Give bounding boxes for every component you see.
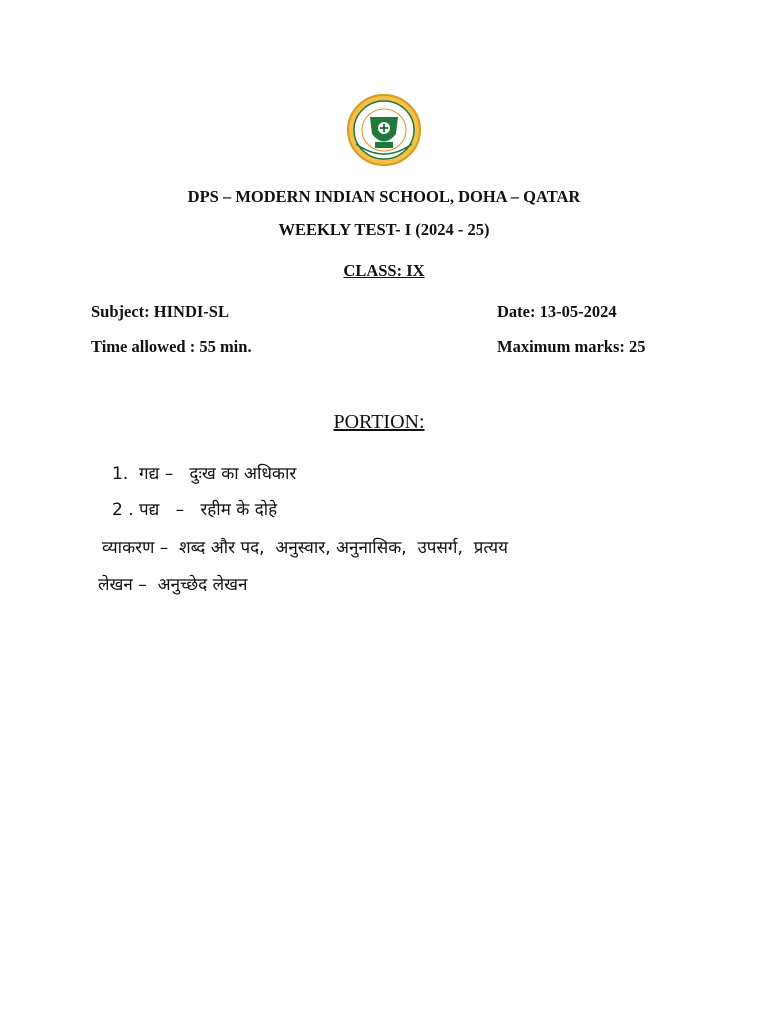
portion-title: PORTION: (333, 411, 425, 433)
portion-item-grammar: व्याकरण – शब्द और पद, अनुस्वार, अनुनासिक, उपसर्ग, प्रत्यय (102, 538, 509, 558)
class-label: CLASS: IX (343, 261, 425, 280)
test-name: WEEKLY TEST- I (2024 - 25) (278, 220, 490, 239)
portion-item-poetry: 2 . पद्य – रहीम के दोहे (112, 500, 278, 520)
date-label: Date: 13-05-2024 (497, 302, 617, 321)
school-logo-emblem-icon (346, 94, 422, 166)
subject-label: Subject: HINDI-SL (91, 302, 229, 321)
time-allowed-label: Time allowed : 55 min. (91, 337, 252, 356)
portion-item-prose: 1. गद्य – दुःख का अधिकार (112, 464, 297, 484)
school-logo (346, 94, 422, 166)
portion-item-writing: लेखन – अनुच्छेद लेखन (98, 575, 248, 595)
school-name: DPS – MODERN INDIAN SCHOOL, DOHA – QATAR (187, 187, 581, 206)
maximum-marks-label: Maximum marks: 25 (497, 337, 646, 356)
